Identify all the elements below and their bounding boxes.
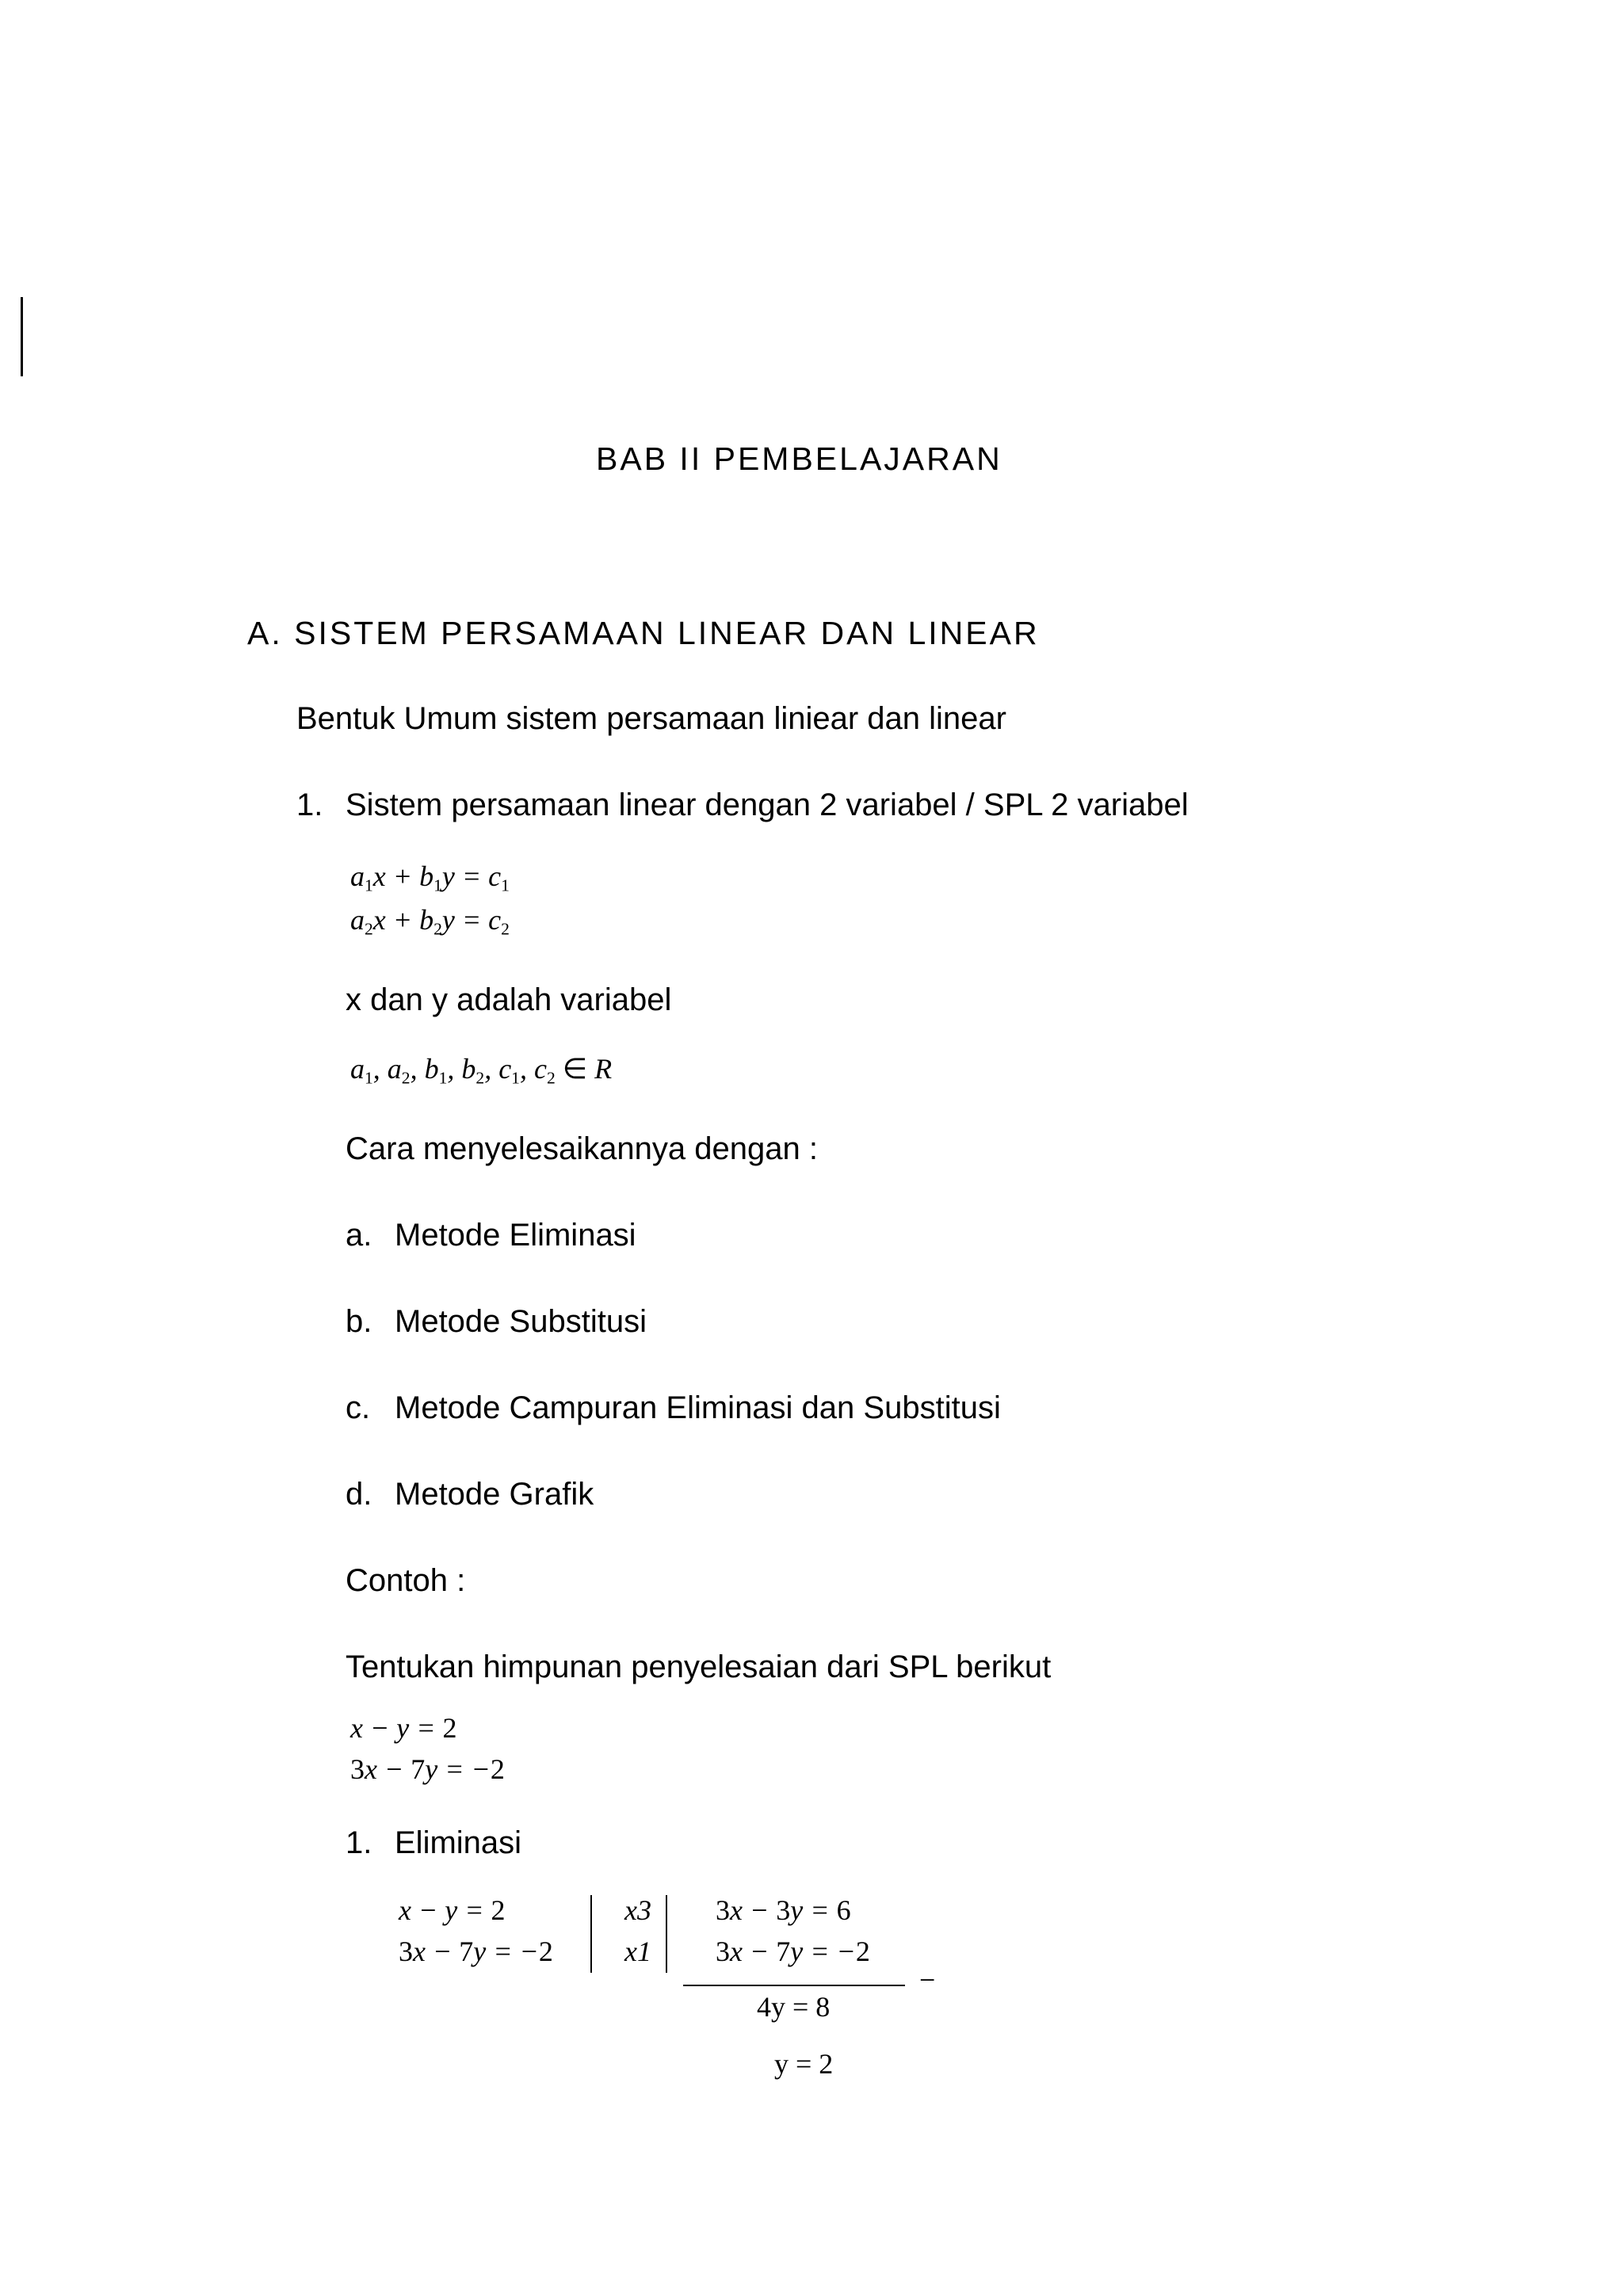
intro-text: Bentuk Umum sistem persamaan liniear dan linear	[296, 701, 1006, 736]
methods-intro: Cara menyelesaikannya dengan :	[346, 1131, 818, 1166]
method-b-text: Metode Substitusi	[395, 1304, 647, 1339]
variables-note: x dan y adalah variabel	[346, 982, 672, 1017]
method-a-letter: a.	[346, 1218, 372, 1253]
item-1-number: 1.	[296, 788, 323, 822]
scaled-equation-2: 3x − 7y = −2	[716, 1936, 870, 1967]
scaled-equation-1: 3x − 3y = 6	[716, 1894, 851, 1926]
subtraction-line	[683, 1985, 905, 1986]
elimination-number: 1.	[346, 1825, 372, 1860]
chapter-title: BAB II PEMBELAJARAN	[596, 441, 1002, 477]
example-prompt: Tentukan himpunan penyelesaian dari SPL berikut	[346, 1650, 1052, 1684]
elim-result-1: 4y = 8	[757, 1991, 831, 2023]
section-title: A. SISTEM PERSAMAAN LINEAR DAN LINEAR	[247, 615, 1040, 651]
elimination-label: Eliminasi	[395, 1825, 522, 1860]
general-equation-2: $a_2x + b_2y = c_2$	[350, 904, 510, 939]
multiplier-2: x1	[624, 1936, 651, 1967]
method-c-letter: c.	[346, 1390, 371, 1425]
method-c-text: Metode Campuran Eliminasi dan Substitusi	[395, 1390, 1001, 1425]
general-equation-1: $a_1x + b_1y = c_1$	[350, 860, 510, 895]
elim-equation-2: 3x − 7y = −2	[399, 1936, 553, 1967]
elim-separator-right	[666, 1895, 667, 1973]
method-d-text: Metode Grafik	[395, 1477, 594, 1512]
example-label: Contoh :	[346, 1563, 466, 1598]
item-1-text: Sistem persamaan linear dengan 2 variabel / SPL 2 variabel	[346, 788, 1189, 822]
coefficients-membership: $a_1$, $a_2$, $b_1$, $b_2$, $c_1$, $c_2$ ∈ R	[350, 1053, 613, 1088]
multiplier-1: x3	[624, 1894, 651, 1926]
elim-result-2: y = 2	[774, 2048, 834, 2080]
method-b-letter: b.	[346, 1304, 372, 1339]
elim-equation-1: x − y = 2	[399, 1894, 506, 1926]
elim-separator-left	[590, 1895, 592, 1973]
method-a-text: Metode Eliminasi	[395, 1218, 636, 1253]
example-equation-2: 3x − 7y = −2	[350, 1753, 505, 1785]
example-equation-1: x − y = 2	[350, 1712, 457, 1744]
text-cursor	[21, 297, 23, 376]
method-d-letter: d.	[346, 1477, 372, 1512]
minus-sign: −	[919, 1964, 936, 1996]
